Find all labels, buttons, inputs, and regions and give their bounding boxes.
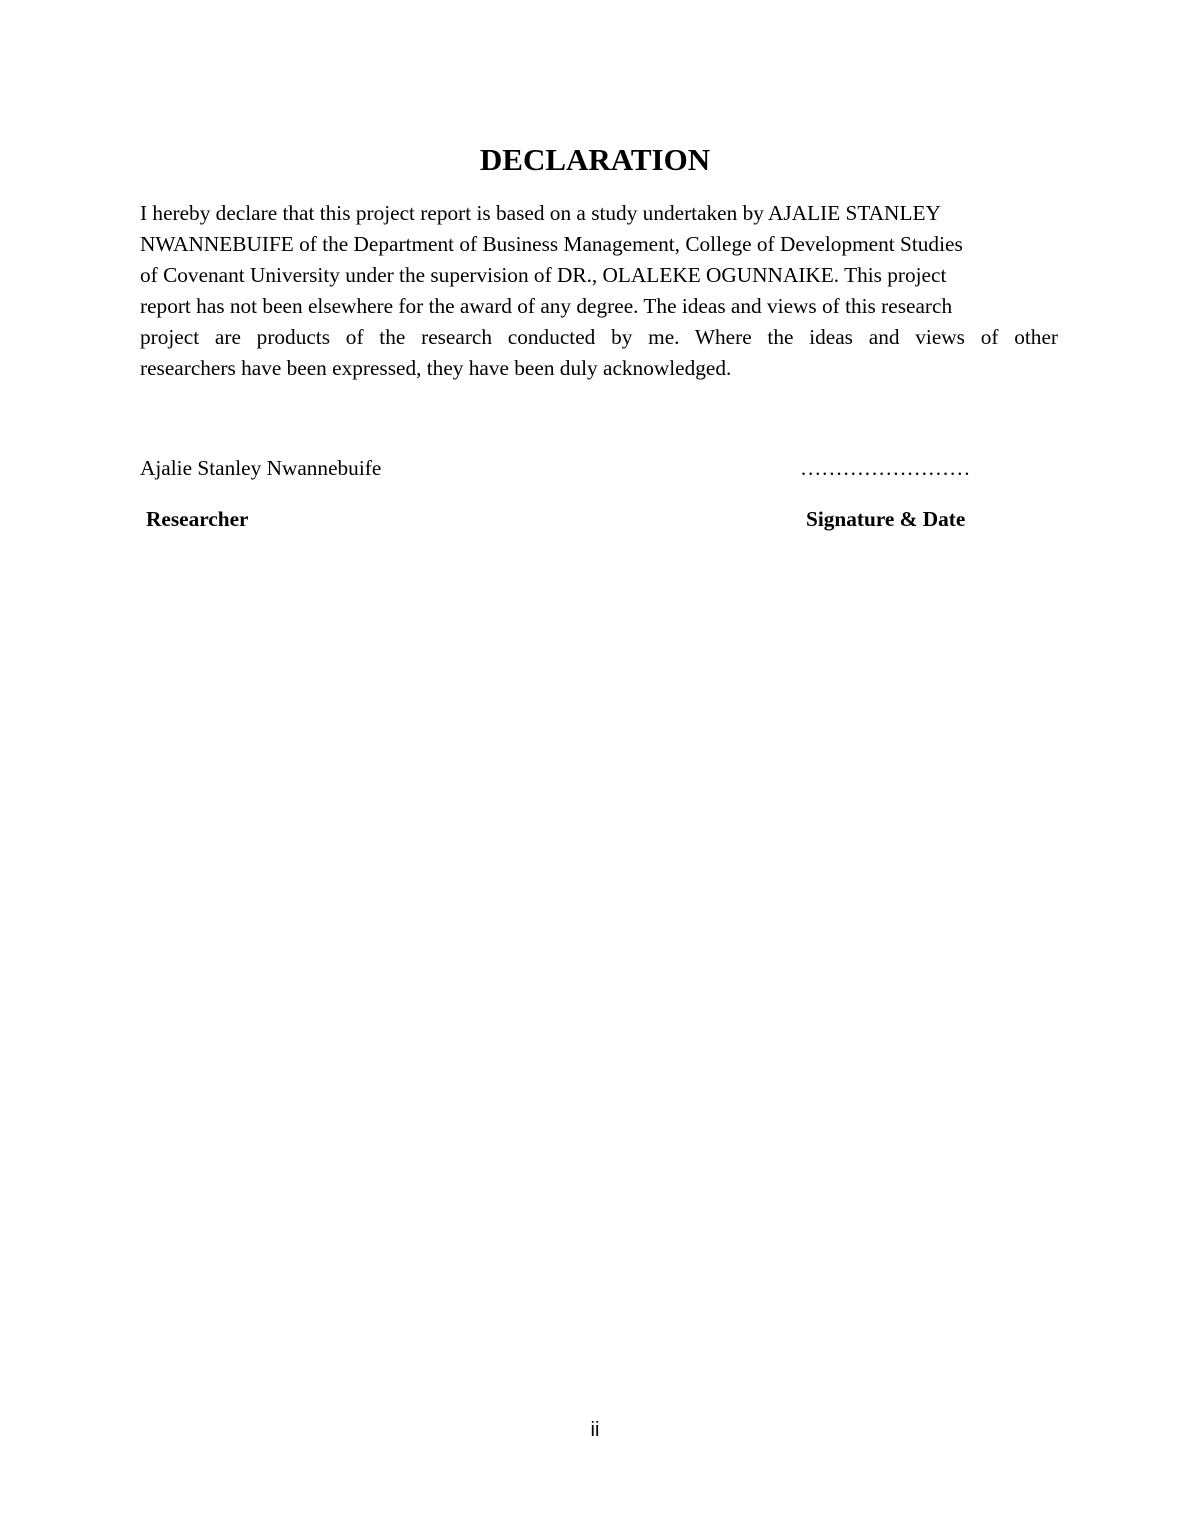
- declaration-paragraph: [140, 198, 1058, 384]
- page-number: ii: [590, 1419, 600, 1441]
- page-title: DECLARATION: [479, 142, 711, 177]
- signature-date-label: Signature & Date: [806, 507, 966, 531]
- paragraph-line: project are products of the research conducted by me. Where the ideas and views of other: [140, 325, 1058, 349]
- paragraph-line: I hereby declare that this project report is based on a study undertaken by AJALIE STANLEY: [140, 201, 941, 225]
- paragraph-line: of Covenant University under the supervision of DR., OLALEKE OGUNNAIKE. This project: [140, 263, 947, 287]
- researcher-label: Researcher: [146, 507, 249, 531]
- researcher-name: Ajalie Stanley Nwannebuife: [140, 456, 382, 480]
- paragraph-line: report has not been elsewhere for the award of any degree. The ideas and views of this research: [140, 294, 953, 318]
- paragraph-line: researchers have been expressed, they have been duly acknowledged.: [140, 356, 732, 380]
- signature-line: ……………………: [800, 456, 971, 480]
- paragraph-line: NWANNEBUIFE of the Department of Business Management, College of Development Studies: [140, 232, 963, 256]
